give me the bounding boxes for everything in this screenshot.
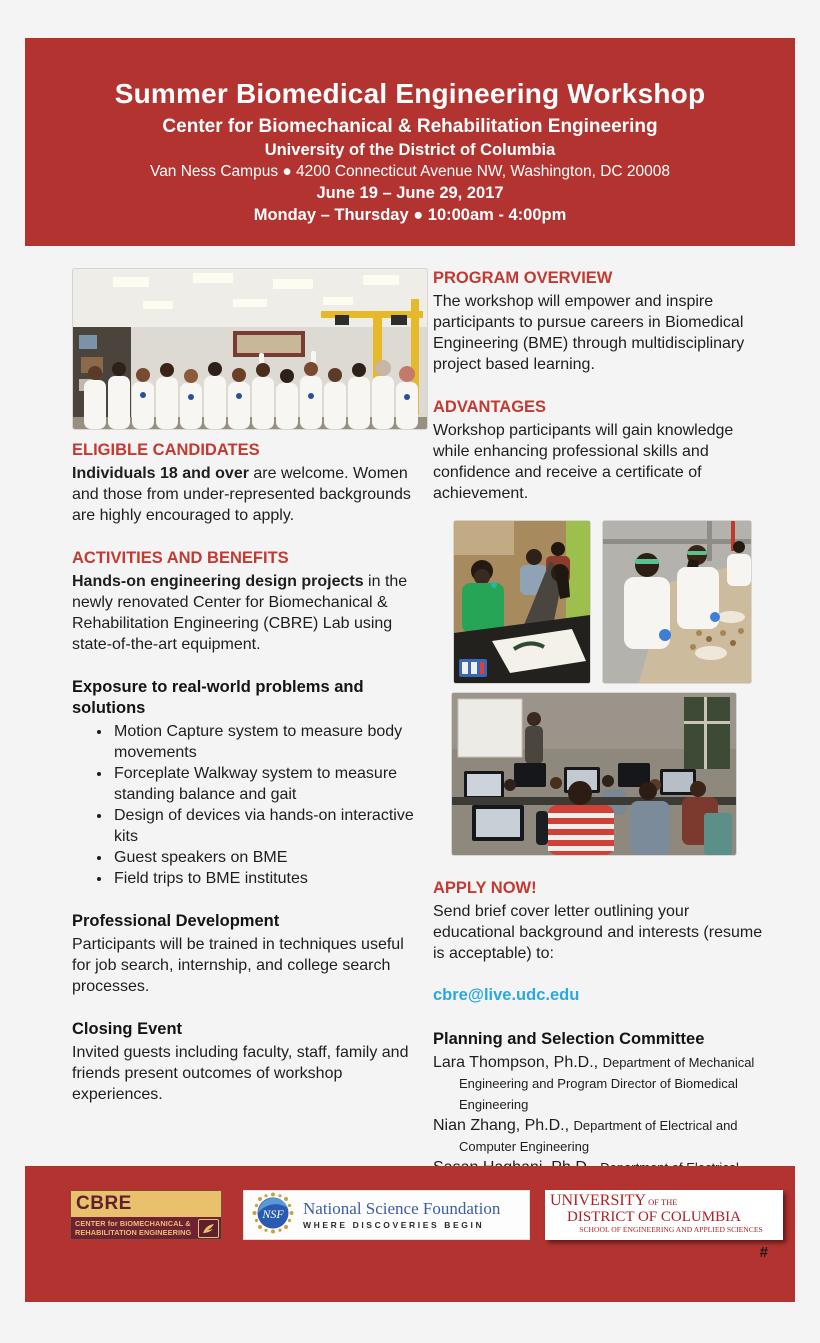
cbre-caption	[71, 1217, 221, 1241]
section-advantages	[433, 397, 763, 504]
activities-heading: ACTIVITIES AND BENEFITS	[72, 549, 289, 567]
advantages-text: Workshop participants will gain knowledge while enhancing professional skills and confidence and receive a certificate of achievement.	[433, 422, 734, 502]
cbre-wing-icon	[198, 1219, 219, 1238]
eligible-heading: ELIGIBLE CANDIDATES	[72, 441, 260, 459]
member-name: Lara Thompson, Ph.D.,	[433, 1054, 603, 1071]
bullet-field-trips: • Field trips to BME institutes	[112, 868, 426, 889]
closing-text: Invited guests including faculty, staff, family and friends present outcomes of workshop experiences.	[72, 1044, 409, 1103]
professional-heading: Professional Development	[72, 912, 280, 930]
section-apply-now	[433, 878, 763, 1006]
overview-text: The workshop will empower and inspire participants to pursue careers in Biomedical Engineering (BME) through multidisciplinary project based learning.	[433, 293, 745, 373]
committee-member	[433, 1052, 763, 1115]
nsf-name: National Science Foundation	[303, 1199, 501, 1218]
nsf-logo	[243, 1190, 530, 1240]
advantages-heading: ADVANTAGES	[433, 398, 547, 416]
section-activities-benefits	[72, 548, 426, 655]
nsf-tagline: WHERE DISCOVERIES BEGIN	[303, 1220, 485, 1230]
left-column	[72, 268, 426, 1105]
udc-of-the: OF THE	[646, 1197, 678, 1207]
computer-lab-photo-image	[451, 692, 737, 856]
page-title: Summer Biomedical Engineering Workshop	[114, 78, 706, 109]
overview-heading: PROGRAM OVERVIEW	[433, 269, 613, 287]
section-program-overview	[433, 268, 763, 375]
bullet-device-design: • Design of devices via hands-on interactive kits	[112, 805, 426, 847]
nsf-text-block	[303, 1200, 500, 1230]
header-university: University of the District of Columbia	[264, 141, 556, 159]
activities-paragraph	[72, 571, 426, 655]
eligible-lead: Individuals 18 and over	[72, 465, 249, 482]
header-center-name: Center for Biomechanical & Rehabilitation Engineering	[162, 116, 658, 137]
bullet-motion-capture: • Motion Capture system to measure body movements	[112, 721, 426, 763]
member-dept: Department of Electrical and Computer Engineering	[459, 1118, 738, 1154]
header-hours: Monday – Thursday ● 10:00am - 4:00pm	[253, 206, 567, 224]
cbre-caption-line2: REHABILITATION ENGINEERING	[75, 1228, 192, 1237]
cbre-logo	[70, 1190, 222, 1240]
activities-text: in the newly renovated Center for Biomechanical & Rehabilitation Engineering (CBRE) Lab using state-of-the-art equipment.	[72, 573, 408, 653]
teamwork-photo-image	[453, 520, 591, 684]
bullet-forceplate: • Forceplate Walkway system to measure standing balance and gait	[112, 763, 426, 805]
udc-line3: SCHOOL OF ENGINEERING AND APPLIED SCIENCES	[579, 1225, 763, 1234]
workshop-photos-row	[453, 520, 763, 684]
activities-lead: Hands-on engineering design projects	[72, 573, 364, 590]
udc-line1	[545, 1193, 783, 1210]
email-link[interactable]: cbre@live.udc.edu	[433, 986, 580, 1004]
nsf-globe-icon	[252, 1192, 294, 1239]
eligible-paragraph	[72, 463, 426, 526]
apply-heading: APPLY NOW!	[433, 879, 537, 897]
committee-heading: Planning and Selection Committee	[433, 1030, 705, 1048]
member-name: Nian Zhang, Ph.D.,	[433, 1117, 574, 1134]
apply-text: Send brief cover letter outlining your educational background and interests (resume is acceptable) to:	[433, 903, 763, 962]
eligible-text: are welcome. Women and those from under-represented backgrounds are highly encouraged to apply.	[72, 465, 411, 524]
section-professional-development	[72, 911, 426, 997]
member-dept: Department of Mechanical Engineering and Program Director of Biomedical Engineering	[459, 1055, 755, 1112]
udc-university: UNIVERSITY	[550, 1192, 646, 1209]
udc-line2: DISTRICT OF COLUMBIA	[567, 1209, 741, 1225]
group-photo-image	[72, 268, 428, 430]
nsf-emblem-text: NSF	[262, 1206, 284, 1221]
bullet-guest-speakers: • Guest speakers on BME	[112, 847, 426, 868]
professional-text: Participants will be trained in techniques useful for job search, internship, and college search processes.	[72, 936, 404, 995]
header-band	[25, 38, 795, 246]
exposure-bullet-list	[72, 721, 426, 889]
lab-coats-photo-image	[602, 520, 752, 684]
exposure-heading: Exposure to real-world problems and solutions	[72, 678, 364, 717]
page-mark: #	[759, 1244, 768, 1261]
closing-heading: Closing Event	[72, 1020, 183, 1038]
header-dates: June 19 – June 29, 2017	[316, 184, 504, 202]
udc-logo	[545, 1190, 783, 1240]
section-exposure	[72, 677, 426, 889]
cbre-caption-line1: CENTER for BIOMECHANICAL &	[75, 1219, 191, 1228]
section-closing-event	[72, 1019, 426, 1105]
committee-member	[433, 1115, 763, 1157]
header-address: Van Ness Campus ● 4200 Connecticut Avenue NW, Washington, DC 20008	[150, 163, 670, 180]
right-column	[433, 268, 763, 1199]
footer-band	[25, 1166, 795, 1302]
cbre-acronym: CBRE	[71, 1191, 221, 1217]
section-eligible-candidates	[72, 440, 426, 526]
